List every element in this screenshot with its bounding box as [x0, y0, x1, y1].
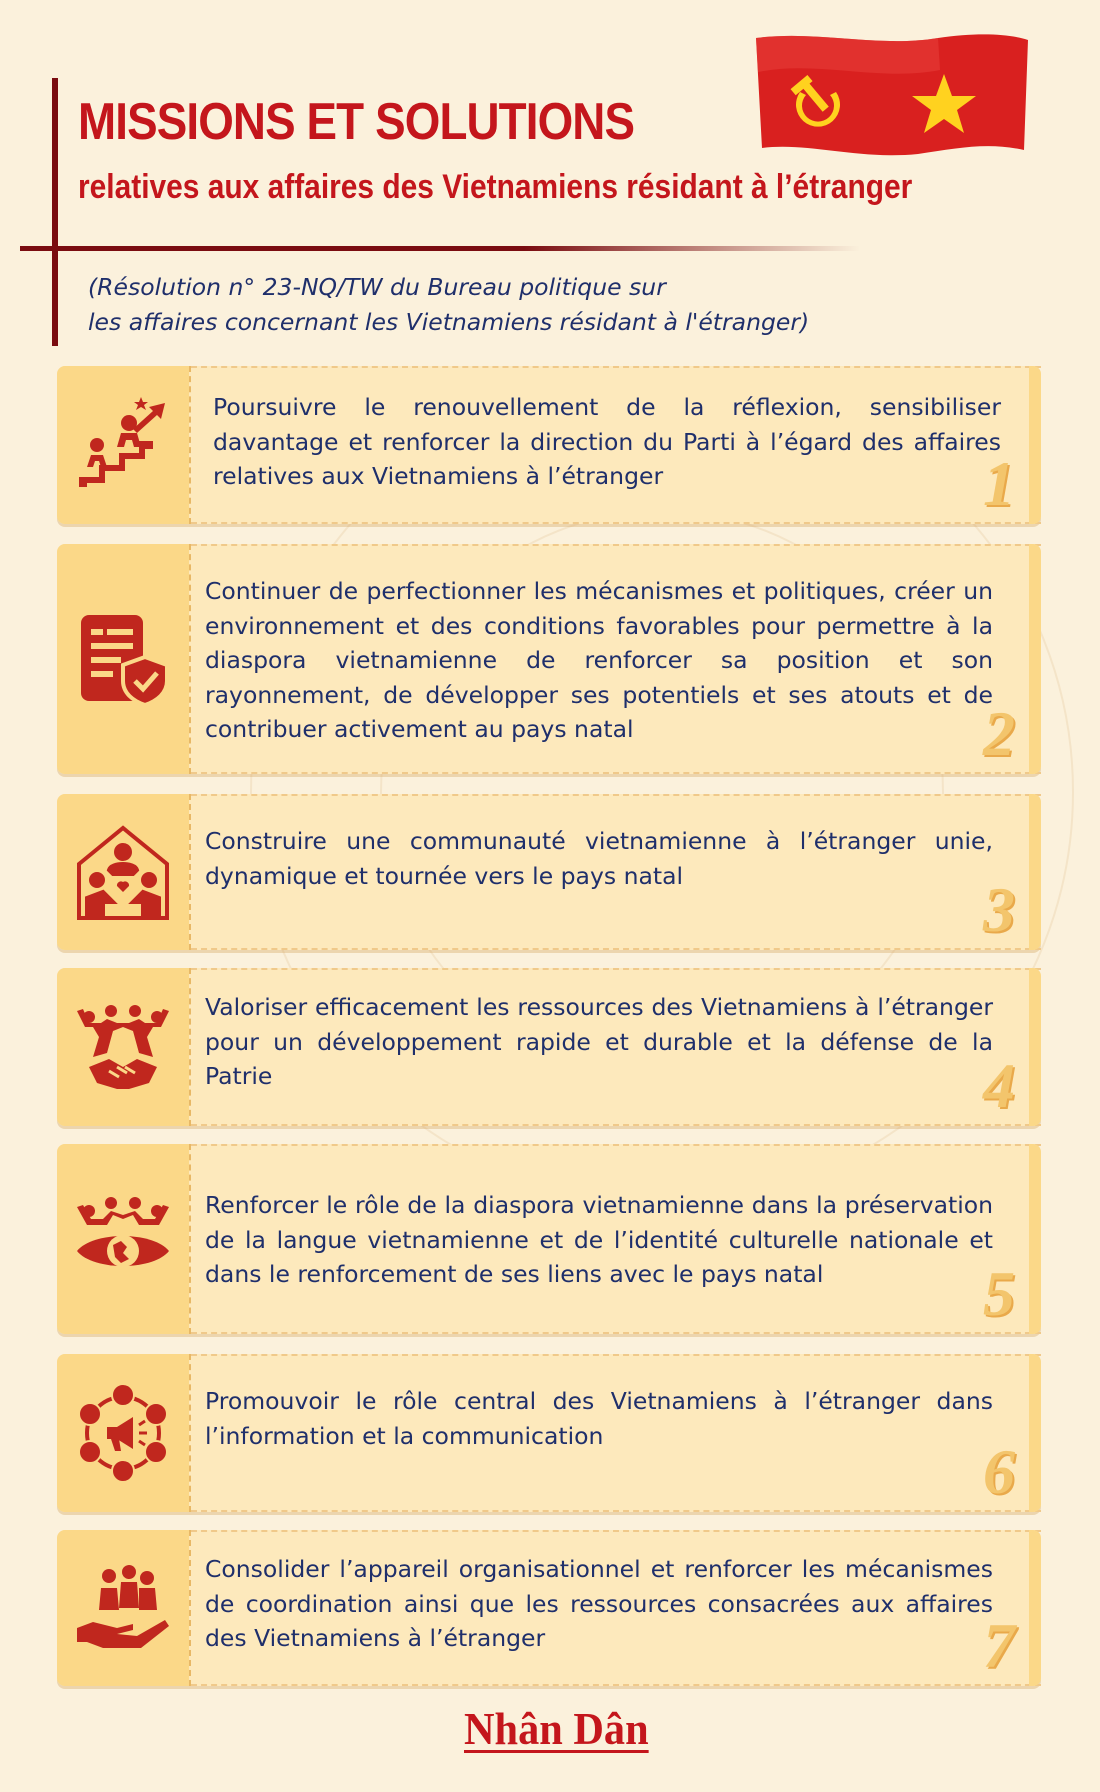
card-edge — [1029, 544, 1041, 774]
party-flag-icon — [748, 30, 1033, 158]
hand-group-icon — [73, 1558, 173, 1658]
card-divider — [189, 544, 191, 774]
card-dash-top — [191, 366, 1041, 368]
mission-number: 1 — [983, 448, 1015, 519]
card-edge — [1029, 1144, 1041, 1334]
mission-number: 7 — [983, 1610, 1015, 1681]
card-dash-bottom — [191, 1332, 1041, 1334]
growth-stairs-icon — [73, 395, 173, 495]
mission-card-1 — [57, 366, 1041, 524]
card-dash-bottom — [191, 948, 1041, 950]
mission-card-3 — [57, 794, 1041, 950]
mission-icon-cell — [57, 544, 189, 774]
mission-icon-cell — [57, 794, 189, 950]
mission-card-6 — [57, 1354, 1041, 1512]
title-accent-vertical — [52, 78, 58, 346]
card-divider — [189, 1354, 191, 1512]
card-dash-top — [191, 794, 1041, 796]
card-divider — [189, 1144, 191, 1334]
mission-icon-cell — [57, 968, 189, 1126]
community-house-icon — [73, 822, 173, 922]
card-dash-top — [191, 1530, 1041, 1532]
resolution-reference — [88, 270, 809, 340]
mission-text: Valoriser efficacement les ressources des Vietnamiens à l’étranger pour un développement rapide et durable et la défense de la Patrie — [205, 993, 993, 1090]
page-title: MISSIONS ET SOLUTIONS — [78, 93, 635, 151]
people-handshake-icon — [73, 997, 173, 1097]
mission-card-7 — [57, 1530, 1041, 1686]
card-edge — [1029, 1354, 1041, 1512]
megaphone-network-icon — [73, 1383, 173, 1483]
card-divider — [189, 794, 191, 950]
resolution-line-1: (Résolution n° 23-NQ/TW du Bureau politique sur — [88, 273, 666, 301]
mission-icon-cell — [57, 1530, 189, 1686]
card-dash-top — [191, 1354, 1041, 1356]
mission-icon-cell — [57, 1354, 189, 1512]
card-edge — [1029, 968, 1041, 1126]
mission-text: Construire une communauté vietnamienne à l’étranger unie, dynamique et tournée vers le pays natal — [205, 827, 993, 890]
title-accent-horizontal — [20, 246, 860, 251]
resolution-line-2: les affaires concernant les Vietnamiens résidant à l'étranger) — [88, 308, 810, 336]
mission-number: 2 — [983, 698, 1015, 769]
card-edge — [1029, 366, 1041, 524]
page-subtitle: relatives aux affaires des Vietnamiens résidant à l’étranger — [78, 168, 913, 206]
card-dash-bottom — [191, 1510, 1041, 1512]
card-dash-top — [191, 968, 1041, 970]
card-dash-top — [191, 544, 1041, 546]
mission-number: 3 — [983, 874, 1015, 945]
nhan-dan-logo[interactable]: Nhân Dân — [464, 1703, 649, 1754]
card-divider — [189, 1530, 191, 1686]
mission-card-5 — [57, 1144, 1041, 1334]
mission-text: Poursuivre le renouvellement de la réflexion, sensibiliser davantage et renforcer la direction du Parti à l’égard des affaires relatives aux Vietnamiens à l’étranger — [213, 393, 1001, 490]
card-divider — [189, 968, 191, 1126]
mission-card-2 — [57, 544, 1041, 774]
card-dash-bottom — [191, 1124, 1041, 1126]
mission-text: Renforcer le rôle de la diaspora vietnamienne dans la préservation de la langue vietnamienne et de l’identité culturelle nationale et dans le renforcement de ses liens avec le pays natal — [205, 1191, 993, 1288]
card-dash-bottom — [191, 772, 1041, 774]
card-dash-top — [191, 1144, 1041, 1146]
mission-text: Promouvoir le rôle central des Vietnamiens à l’étranger dans l’information et la communication — [205, 1387, 993, 1450]
mission-text: Consolider l’appareil organisationnel et renforcer les mécanismes de coordination ainsi que les ressources consacrées aux affaires des Vietnamiens à l’étranger — [205, 1555, 993, 1652]
card-divider — [189, 366, 191, 524]
people-globe-icon — [73, 1189, 173, 1289]
mission-number: 6 — [983, 1436, 1015, 1507]
policy-document-shield-icon — [73, 609, 173, 709]
mission-card-4 — [57, 968, 1041, 1126]
mission-text: Continuer de perfectionner les mécanismes et politiques, créer un environnement et des conditions favorables pour permettre à la diaspora vietnamienne de renforcer sa position et son rayonnement, de développer ses potentiels et ses atouts et de contribuer activement au pays natal — [205, 577, 993, 743]
card-dash-bottom — [191, 522, 1041, 524]
mission-number: 5 — [983, 1258, 1015, 1329]
mission-icon-cell — [57, 366, 189, 524]
mission-icon-cell — [57, 1144, 189, 1334]
mission-number: 4 — [983, 1050, 1015, 1121]
card-dash-bottom — [191, 1684, 1041, 1686]
card-edge — [1029, 1530, 1041, 1686]
card-edge — [1029, 794, 1041, 950]
